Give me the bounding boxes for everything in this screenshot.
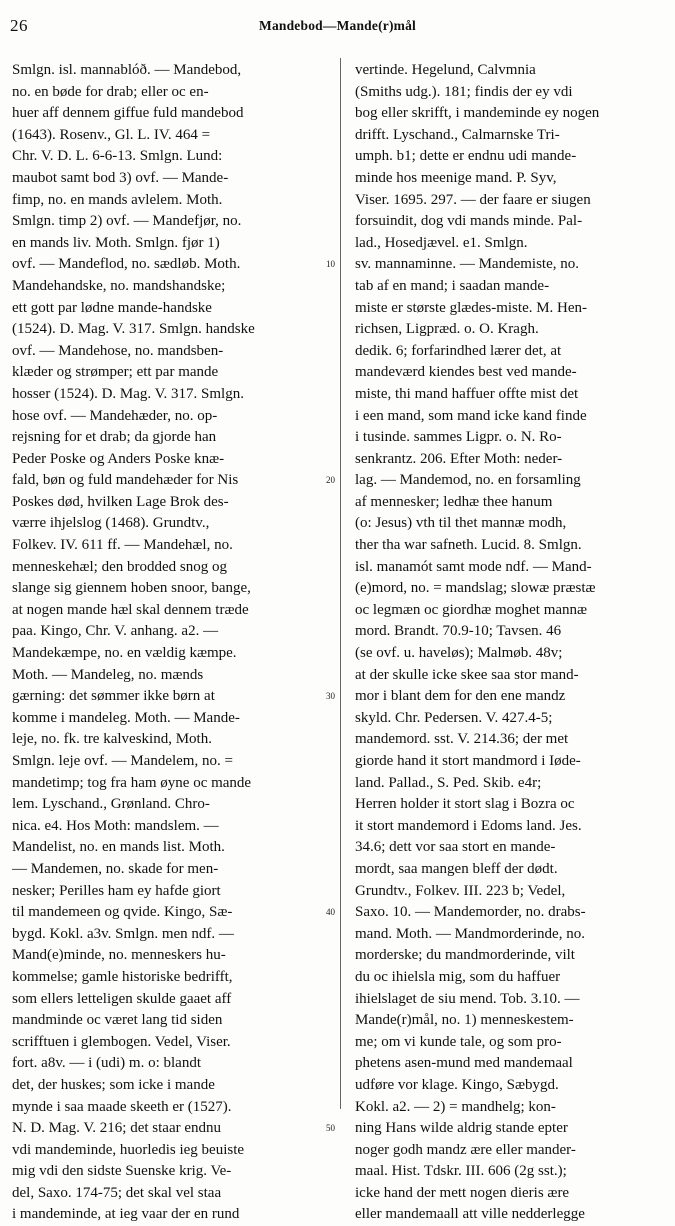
text-line: en mands liv. Moth. Smlgn. fjør 1) <box>12 234 220 251</box>
left-column <box>12 60 330 1226</box>
text-line: phetens asen-mund med mandemaal <box>355 1055 573 1072</box>
running-head: Mandebod—Mande(r)mål <box>259 18 416 33</box>
text-line: mandetimp; tog fra ham øyne oc mande <box>12 774 252 791</box>
text-line: lad., Hosedjævel. e1. Smlgn. <box>355 234 528 251</box>
text-line: maubot samt bod 3) ovf. — Mande- <box>12 169 229 186</box>
text-line: som ellers letteligen skulde gaaet aff <box>12 990 232 1007</box>
text-line: tab af en mand; i saadan mande- <box>355 277 550 294</box>
text-line: Grundtv., Folkev. III. 223 b; Vedel, <box>355 882 566 899</box>
margin-line-number: 50 <box>326 1123 335 1134</box>
text-line: Moth. — Mandeleg, no. mænds <box>12 666 204 683</box>
text-line: minde hos meenige mand. P. Syv, <box>355 169 557 186</box>
text-line: (o: Jesus) vth til thet mannæ modh, <box>355 515 567 532</box>
text-line: (se ovf. u. haveløs); Malmøb. 48v; <box>355 645 563 662</box>
text-line: sv. mannaminne. — Mandemiste, no. <box>355 256 579 273</box>
margin-line-number: 30 <box>326 691 335 702</box>
text-line: Smlgn. leje ovf. — Mandelem, no. = <box>12 753 233 769</box>
text-line: værre ihjelslog (1468). Grundtv., <box>12 515 210 532</box>
text-line: lem. Lyschand., Grønland. Chro- <box>12 796 210 813</box>
text-line: senkrantz. 206. Efter Moth: neder- <box>355 450 563 467</box>
text-line: fort. a8v. — i (udi) m. o: blandt <box>12 1055 201 1072</box>
text-line: miste, thi mand haffuer offte mist det <box>355 385 579 402</box>
text-line: mandemord. sst. V. 214.36; der met <box>355 731 569 748</box>
text-line: Mande(r)mål, no. 1) menneskestem- <box>355 1012 574 1029</box>
text-line: Peder Poske og Anders Poske knæ- <box>12 450 225 467</box>
text-line: giorde hand it stort mandmord i Iøde- <box>355 753 581 769</box>
text-line: at nogen mande hæl skal dennem træde <box>12 601 249 618</box>
text-line: nesker; Perilles ham ey hafde giort <box>12 882 221 899</box>
text-line: paa. Kingo, Chr. V. anhang. a2. — <box>12 623 219 640</box>
margin-line-number: 10 <box>326 259 335 270</box>
text-line: udføre vor klage. Kingo, Sæbygd. <box>355 1076 559 1093</box>
text-line: Mand(e)minde, no. menneskers hu- <box>12 947 226 964</box>
text-line: fald, bøn og fuld mandehæder for Nis <box>12 472 239 489</box>
text-line: mig vdi den sidste Suenske krig. Ve- <box>12 1163 232 1180</box>
text-line: Mandekæmpe, no. en vældig kæmpe. <box>12 645 237 662</box>
text-line: eller mandemaall att ville nedderlegge <box>355 1206 585 1223</box>
text-line: maal. Hist. Tdskr. III. 606 (2g sst.); <box>355 1163 567 1180</box>
text-line: ning Hans wilde aldrig stande epter <box>355 1120 568 1137</box>
text-line: Poskes død, hvilken Lage Brok des- <box>12 493 229 510</box>
margin-line-number: 20 <box>326 475 335 486</box>
text-line: del, Saxo. 174-75; det skal vel staa <box>12 1184 222 1201</box>
text-line: noger godh mandz ære eller mander- <box>355 1141 576 1158</box>
text-line: i tusinde. sammes Ligpr. o. N. Ro- <box>355 429 562 446</box>
text-line: det, der huskes; som icke i mande <box>12 1076 215 1093</box>
text-line: drifft. Lyschand., Calmarnske Tri- <box>355 126 560 143</box>
text-line: gærning: det sømmer ikke børn at <box>12 688 215 705</box>
text-line: ther tha war safneth. Lucid. 8. Smlgn. <box>355 537 582 554</box>
text-line: morderske; du mandmorderinde, vilt <box>355 947 575 964</box>
text-line: ett gott par lødne mande-handske <box>12 299 212 316</box>
text-line: 34.6; dett vor saa stort en mande- <box>355 839 556 856</box>
text-line: at der skulle icke skee saa stor mand- <box>355 666 579 683</box>
text-line: slange sig giennem hoben snoor, bange, <box>12 580 251 597</box>
text-line: oc legmæn oc giordhæ moghet mannæ <box>355 601 588 618</box>
page-number: 26 <box>10 16 28 35</box>
text-line: richsen, Ligpræd. o. O. Kragh. <box>355 321 539 338</box>
text-line: Smlgn. timp 2) ovf. — Mandefjør, no. <box>12 213 242 230</box>
text-line: vdi mandeminde, huorledis ieg beuiste <box>12 1141 245 1158</box>
text-line: (Smiths udg.). 181; findis der ey vdi <box>355 83 573 100</box>
text-line: bog eller skrifft, i mandeminde ey nogen <box>355 105 600 122</box>
text-line: mor i blant dem for den ene mandz <box>355 688 566 705</box>
text-line: du oc ihielsla mig, som du haffuer <box>355 968 561 985</box>
text-line: Chr. V. D. L. 6-6-13. Smlgn. Lund: <box>12 148 223 165</box>
text-line: isl. manamót samt mode ndf. — Mand- <box>355 558 592 575</box>
text-line: af mennesker; ledhæ thee hanum <box>355 493 553 510</box>
text-line: mandminde oc været lang tid siden <box>12 1012 223 1029</box>
column-rule <box>340 58 341 1109</box>
text-line: mynde i saa maade skeeth er (1527). <box>12 1098 232 1115</box>
text-line: no. en bøde for drab; eller oc en- <box>12 83 209 100</box>
text-line: dedik. 6; forfarindhed lærer det, at <box>355 342 562 359</box>
text-line: ovf. — Mandeflod, no. sædløb. Moth. <box>12 256 241 273</box>
text-line: rejsning for et drab; da gjorde han <box>12 429 217 446</box>
text-line: fimp, no. en mands avlelem. Moth. <box>12 191 223 208</box>
text-line: miste er største glædes-miste. M. Hen- <box>355 299 588 316</box>
text-line: skyld. Chr. Pedersen. V. 427.4-5; <box>355 709 553 726</box>
text-line: scrifftuen i glembogen. Vedel, Viser. <box>12 1033 231 1050</box>
text-line: umph. b1; dette er endnu udi mande- <box>355 148 577 165</box>
text-line: Mandehandske, no. mandshandske; <box>12 277 226 294</box>
text-line: hose ovf. — Mandehæder, no. op- <box>12 407 218 424</box>
text-line: i een mand, som mand icke kand finde <box>355 407 587 424</box>
text-line: icke hand der mett nogen dieris ære <box>355 1184 570 1201</box>
text-line: land. Pallad., S. Ped. Skib. e4r; <box>355 774 542 791</box>
text-line: ihielslaget de siu mend. Tob. 3.10. — <box>355 990 580 1007</box>
text-line: lag. — Mandemod, no. en forsamling <box>355 472 581 489</box>
text-line: it stort mandemord i Edoms land. Jes. <box>355 817 582 834</box>
text-line: Viser. 1695. 297. — der faare er siugen <box>355 191 591 208</box>
margin-line-number: 40 <box>326 907 335 918</box>
text-line: hosser (1524). D. Mag. V. 317. Smlgn. <box>12 385 244 402</box>
text-line: i mandeminde, at ieg vaar der en rund <box>12 1206 240 1223</box>
right-column <box>355 60 668 1226</box>
text-line: mand. Moth. — Mandmorderinde, no. <box>355 925 585 942</box>
text-line: huer aff dennem giffue fuld mandebod <box>12 105 244 122</box>
text-line: ovf. — Mandehose, no. mandsben- <box>12 342 224 359</box>
text-line: mandeværd kiendes best ved mande- <box>355 364 577 381</box>
text-line: komme i mandeleg. Moth. — Mande- <box>12 709 240 726</box>
text-line: menneskehæl; den brodded snog og <box>12 558 227 575</box>
text-line: N. D. Mag. V. 216; det staar endnu <box>12 1120 222 1137</box>
text-line: vertinde. Hegelund, Calvmnia <box>355 62 536 78</box>
text-line: mordt, saa mangen bleff der dødt. <box>355 860 558 877</box>
text-line: (e)mord, no. = mandslag; slowæ præstæ <box>355 580 596 597</box>
text-line: Mandelist, no. en mands list. Moth. <box>12 839 225 856</box>
text-line: leje, no. fk. tre kalveskind, Moth. <box>12 731 212 748</box>
text-line: (1643). Rosenv., Gl. L. IV. 464 = <box>12 126 211 143</box>
text-line: (1524). D. Mag. V. 317. Smlgn. handske <box>12 321 255 338</box>
page-header <box>10 10 665 38</box>
text-line: me; om vi kunde tale, og som pro- <box>355 1033 562 1050</box>
text-line: bygd. Kokl. a3v. Smlgn. men ndf. — <box>12 925 234 942</box>
text-line: Saxo. 10. — Mandemorder, no. drabs- <box>355 904 586 921</box>
text-line: til mandemeen og qvide. Kingo, Sæ- <box>12 904 233 921</box>
text-line: Kokl. a2. — 2) = mandhelg; kon- <box>355 1098 556 1115</box>
text-line: Folkev. IV. 611 ff. — Mandehæl, no. <box>12 537 233 554</box>
text-line: mord. Brandt. 70.9-10; Tavsen. 46 <box>355 623 562 640</box>
text-line: — Mandemen, no. skade for men- <box>12 860 219 877</box>
text-line: nica. e4. Hos Moth: mandslem. — <box>12 817 219 834</box>
text-line: forsuindit, dog vdi mands minde. Pal- <box>355 213 583 230</box>
text-line: Smlgn. isl. mannablóð. — Mandebod, <box>12 62 242 78</box>
text-line: kommelse; gamle historiske bedrifft, <box>12 968 233 985</box>
text-line: klæder og strømper; ett par mande <box>12 364 219 381</box>
text-line: Herren holder it stort slag i Bozra oc <box>355 796 575 813</box>
